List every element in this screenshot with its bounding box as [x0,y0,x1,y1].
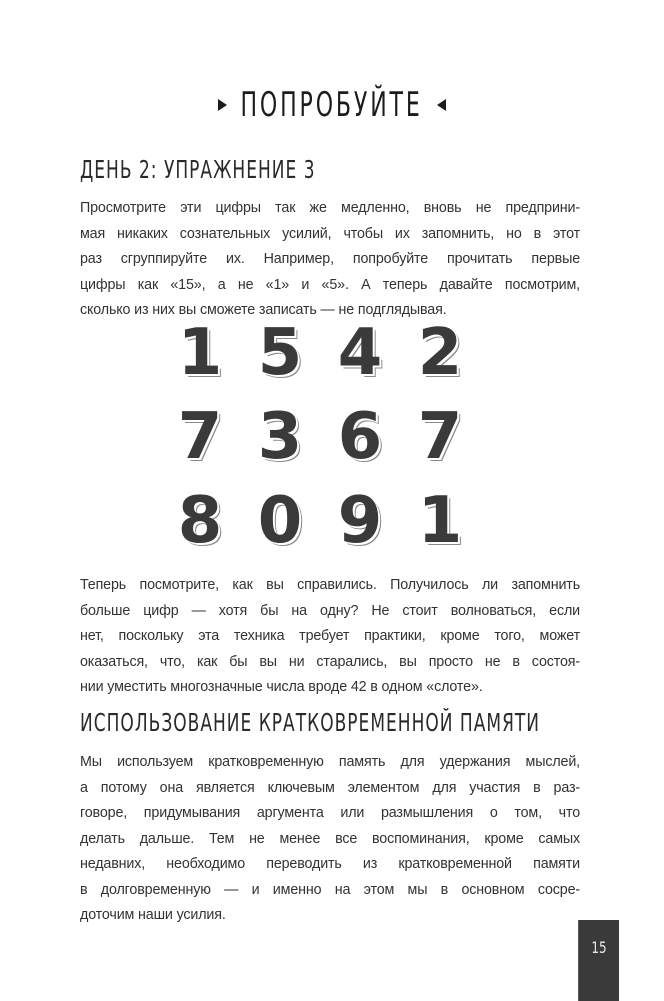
digit: 3 [257,400,303,474]
text-line: нет, поскольку эта техника требует практики, кроме того, может [80,628,580,644]
exercise-instructions [80,196,580,324]
digit: 1 [177,316,223,390]
text-line: мая никаких сознательных усилий, чтобы их запомнить, но в этот [80,225,580,242]
text-line: Просмотрите эти цифры так же медленно, вновь не предприни- [80,200,580,216]
text-line: цифры как «15», а не «1» и «5». А теперь давайте посмотрим, [80,276,580,293]
text-line: нии уместить многозначные числа вроде 42 в одном «слоте». [80,679,483,695]
triangle-right-icon [218,99,227,111]
text-line: в долговременную — и именно на этом мы в основном сосре- [80,881,580,898]
digit-grid [160,318,480,556]
page-number: 15 [591,938,607,957]
text-line: сколько из них вы сможете записать — не подглядывая. [80,302,447,318]
digit: 7 [177,400,223,474]
text-line: делать дальше. Тем не менее все воспоминания, кроме самых [80,830,580,847]
digit: 1 [417,484,463,558]
text-line: больше цифр — хотя бы на одну? Не стоит волноваться, если [80,602,580,619]
followup-paragraph [80,573,580,701]
section-heading: ИСПОЛЬЗОВАНИЕ КРАТКОВРЕМЕННОЙ ПАМЯТИ [80,708,541,737]
digit: 9 [337,484,383,558]
digit: 6 [337,400,383,474]
digit: 2 [417,316,463,390]
text-line: а потому она является ключевым элементом для участия в раз- [80,779,580,796]
page-header [0,80,664,130]
digit: 0 [257,484,303,558]
text-line: оказаться, что, как бы вы ни старались, вы просто не в состоя- [80,653,580,670]
triangle-left-icon [437,99,446,111]
digit: 5 [257,316,303,390]
digit: 4 [337,316,383,390]
text-line: говоре, придумывания аргумента или размышления о том, что [80,805,580,821]
text-line: Теперь посмотрите, как вы справились. Получилось ли запомнить [80,577,580,593]
text-line: раз сгруппируйте их. Например, попробуйте прочитать первые [80,251,580,267]
text-line: доточим наши усилия. [80,907,226,923]
digit: 7 [417,400,463,474]
digit: 8 [177,484,223,558]
exercise-heading: ДЕНЬ 2: УПРАЖНЕНИЕ 3 [80,155,316,184]
text-line: Мы используем кратковременную память для удержания мыслей, [80,754,580,770]
page-number-tab [578,920,619,1001]
page-title: ПОПРОБУЙТЕ [240,85,424,125]
section-paragraph [80,750,580,929]
text-line: недавних, необходимо переводить из кратковременной памяти [80,856,580,872]
